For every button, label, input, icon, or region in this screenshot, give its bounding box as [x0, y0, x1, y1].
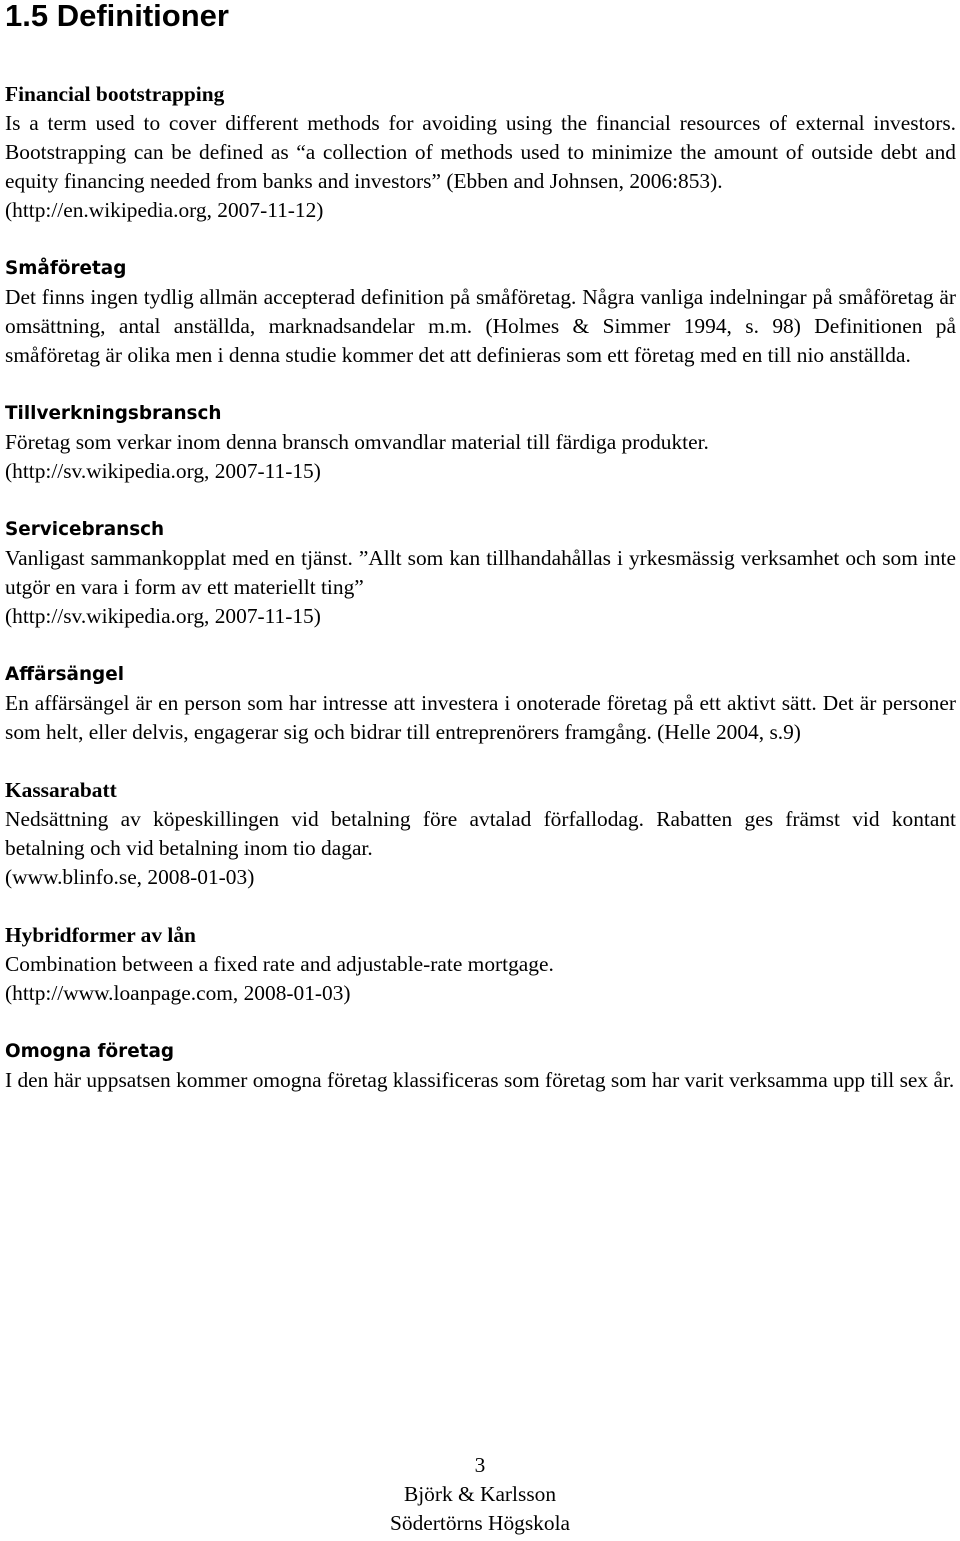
footer-institution: Södertörns Högskola: [389, 1511, 571, 1535]
footer-authors: Björk & Karlsson: [403, 1482, 557, 1506]
definition-tillverkningsbransch: [5, 399, 956, 486]
definition-body: Nedsättning av köpeskillingen vid betalning före avtalad förfallodag. Rabatten ges främst vid kontant betalning och vid betalning inom tio dagar.: [5, 807, 956, 860]
page-heading: 1.5 Definitioner: [5, 0, 229, 33]
definition-term: Hybridformer av lån: [5, 923, 196, 947]
definition-kassarabatt: [5, 776, 956, 892]
definition-term: Tillverkningsbransch: [5, 403, 222, 424]
definition-source: (http://en.wikipedia.org, 2007-11-12): [5, 198, 324, 222]
definition-omogna-foretag: [5, 1037, 956, 1095]
definition-term: Servicebransch: [5, 519, 165, 540]
definitions-list: [5, 80, 956, 1124]
definition-term: Financial bootstrapping: [5, 82, 225, 106]
definition-source: (http://sv.wikipedia.org, 2007-11-15): [5, 459, 321, 483]
page-footer: [0, 1451, 960, 1538]
definition-term: Omogna företag: [5, 1041, 175, 1062]
definition-term: Småföretag: [5, 258, 127, 279]
definition-body: Combination between a fixed rate and adjustable-rate mortgage.: [5, 952, 554, 976]
definition-term: Affärsängel: [5, 664, 125, 685]
definition-financial-bootstrapping: [5, 80, 956, 225]
definition-source: (http://www.loanpage.com, 2008-01-03): [5, 981, 351, 1005]
definition-affarsangel: [5, 660, 956, 747]
definition-source: (www.blinfo.se, 2008-01-03): [5, 865, 255, 889]
definition-body: Företag som verkar inom denna bransch omvandlar material till färdiga produkter.: [5, 430, 709, 454]
definition-smaforetag: [5, 254, 956, 370]
page-number: 3: [474, 1453, 486, 1477]
definition-body: En affärsängel är en person som har intresse att investera i onoterade företag på ett aktivt sätt. Det är personer som helt, eller delvis, engagerar sig och bidrar till entreprenörers framgång. (Helle 2004, s.9): [5, 691, 956, 744]
definition-term: Kassarabatt: [5, 778, 117, 802]
definition-body: Vanligast sammankopplat med en tjänst. ”Allt som kan tillhandahållas i yrkesmässig verksamhet och som inte utgör en vara i form av ett materiellt ting”: [5, 546, 956, 599]
definition-servicebransch: [5, 515, 956, 631]
definition-body: I den här uppsatsen kommer omogna företag klassificeras som företag som har varit verksamma upp till sex år.: [5, 1068, 955, 1092]
definition-source: (http://sv.wikipedia.org, 2007-11-15): [5, 604, 321, 628]
definition-body: Det finns ingen tydlig allmän accepterad definition på småföretag. Några vanliga indelningar på småföretag är omsättning, antal anställda, marknadsandelar m.m. (Holmes & Simmer 1994, s. 98) Definitionen på småföretag är olika men i denna studie kommer det att definieras som ett företag med en till nio anställda.: [5, 285, 956, 367]
definition-hybridformer: [5, 921, 956, 1008]
definition-body: Is a term used to cover different methods for avoiding using the financial resources of external investors. Bootstrapping can be defined as “a collection of methods used to minimize the amount of outside debt and equity financing needed from banks and investors” (Ebben and Johnsen, 2006:853).: [5, 111, 956, 193]
